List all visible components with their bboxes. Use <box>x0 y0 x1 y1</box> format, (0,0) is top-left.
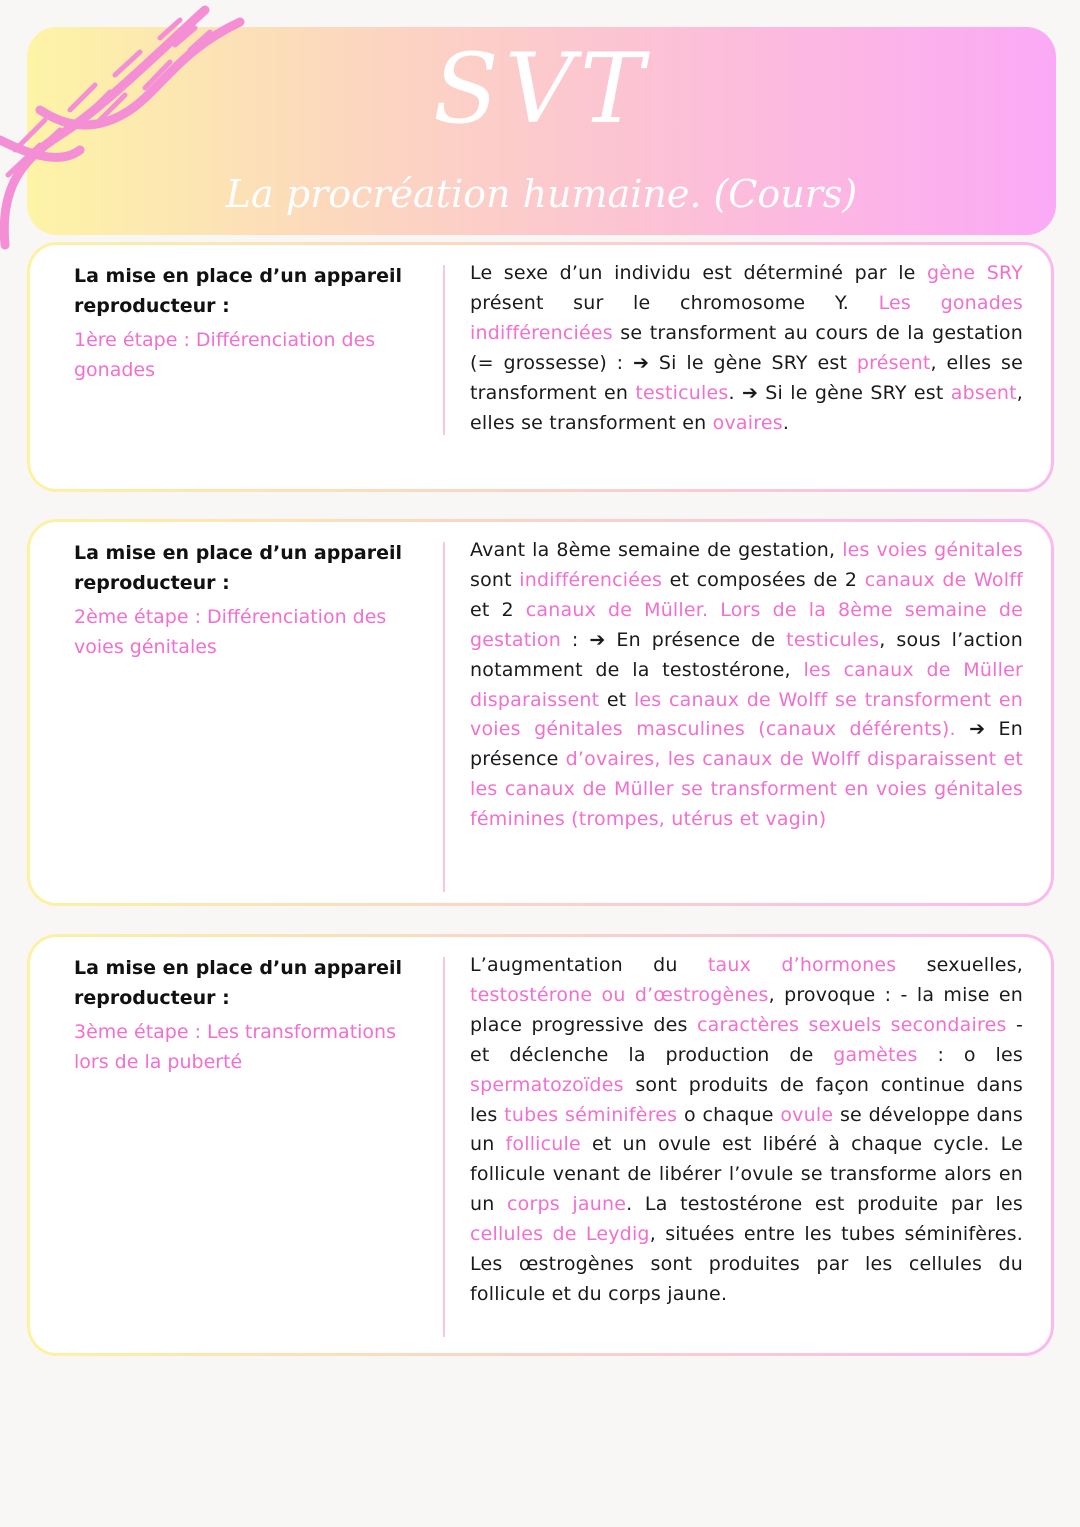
body-text: : ➔ En présence de <box>560 628 787 651</box>
card-heading: La mise en place d’un appareil reproducteur : <box>74 265 403 317</box>
body-text: Avant la 8ème semaine de gestation, <box>470 539 843 561</box>
highlighted-term: ovaires <box>712 411 783 434</box>
body-text: , elles se transforment en <box>470 381 1023 434</box>
body-text: sexuelles, <box>896 954 1023 976</box>
body-text: L’augmentation du <box>470 954 708 976</box>
card-heading: La mise en place d’un appareil reproducteur : <box>74 957 403 1009</box>
body-text: : o les <box>917 1043 1023 1066</box>
body-text: et composées de 2 <box>662 568 865 591</box>
card-step-3 <box>27 934 1054 1356</box>
highlighted-term: Les gonades indifférenciées <box>470 291 1023 344</box>
card-left-column <box>74 261 414 385</box>
highlighted-term: d’ovaires, les canaux de Wolff disparaissent et les canaux de Müller se transforment en voies génitales féminines (trompes, utérus et vagin) <box>470 748 1024 831</box>
column-divider <box>443 265 445 435</box>
highlighted-term: indifférenciées <box>519 568 663 591</box>
column-divider <box>443 542 445 892</box>
body-text: . ➔ Si le gène SRY est <box>728 381 951 404</box>
card-step-1 <box>27 242 1054 492</box>
body-text: , sous l’action notamment de la testostérone, <box>470 628 1024 681</box>
card-body-text <box>470 536 1023 835</box>
highlighted-term: cellules de Leydig <box>470 1223 650 1246</box>
highlighted-term: testicules <box>786 628 880 651</box>
step-title: 1ère étape : Différenciation des gonades <box>74 329 376 381</box>
card-left-column <box>74 953 414 1077</box>
body-text: se transforment au cours de la gestation (= grossesse) : ➔ Si le gène SRY est <box>470 321 1023 374</box>
card-body-text <box>470 951 1023 1310</box>
body-text: . La testostérone est produite par les <box>626 1193 1023 1216</box>
body-text: et <box>599 688 634 711</box>
highlighted-term: ovule <box>780 1103 834 1126</box>
column-divider <box>443 957 445 1337</box>
body-text: et un ovule est libéré à chaque cycle. Le follicule venant de libérer l’ovule se transforme alors en un <box>470 1133 1023 1216</box>
body-text: ➔ En présence <box>470 718 1023 771</box>
page-title: SVT <box>432 33 651 145</box>
highlighted-term: caractères sexuels secondaires <box>696 1013 1007 1036</box>
step-title: 3ème étape : Les transformations lors de la puberté <box>74 1021 396 1073</box>
body-text: sont <box>470 568 520 591</box>
body-text: et 2 <box>470 598 526 621</box>
highlighted-term: les canaux de Wolff se transforment en voies génitales masculines (canaux déférents). <box>470 688 1023 741</box>
body-text: o chaque <box>677 1103 781 1126</box>
body-text: Le sexe d’un individu est déterminé par le <box>470 262 928 284</box>
body-text: sont produits de façon continue dans les <box>470 1073 1023 1126</box>
body-text: présent sur le chromosome Y. <box>470 291 879 314</box>
card-step-2 <box>27 519 1054 906</box>
highlighted-term: gamètes <box>833 1043 918 1066</box>
highlighted-term: corps jaune <box>507 1193 627 1216</box>
body-text: , situées entre les tubes séminifères. Les œstrogènes sont produites par les cellules du follicule et du corps jaune. <box>470 1223 1023 1305</box>
highlighted-term: tubes séminifères <box>504 1103 678 1126</box>
highlighted-term: follicule <box>505 1133 581 1156</box>
highlighted-term: absent <box>950 381 1017 404</box>
body-text: , provoque : - la mise en place progressive des <box>470 983 1023 1036</box>
body-text: , elles se transforment en <box>470 351 1024 404</box>
card-heading: La mise en place d’un appareil reproducteur : <box>74 542 403 594</box>
highlighted-term: spermatozoïdes <box>470 1073 624 1096</box>
highlighted-term: canaux de Wolff <box>864 568 1023 591</box>
step-title: 2ème étape : Différenciation des voies génitales <box>74 606 387 658</box>
highlighted-term: taux d’hormones <box>707 954 897 976</box>
body-text: se développe dans un <box>470 1103 1023 1156</box>
highlighted-term: testostérone ou d’œstrogènes <box>470 983 769 1006</box>
body-text: . <box>782 411 790 434</box>
highlighted-term: testicules <box>635 381 729 404</box>
highlighted-term: les canaux de Müller disparaissent <box>470 658 1023 711</box>
card-body-text <box>470 259 1023 438</box>
highlighted-term: canaux de Müller. Lors de la 8ème semaine de gestation <box>470 598 1024 651</box>
dna-helix-icon <box>0 0 250 250</box>
highlighted-term: présent <box>856 351 931 374</box>
page-subtitle: La procréation humaine. (Cours) <box>225 172 858 216</box>
highlighted-term: les voies génitales <box>842 539 1024 561</box>
card-left-column <box>74 538 414 662</box>
highlighted-term: gène SRY <box>927 262 1023 284</box>
body-text: - et déclenche la production de <box>470 1013 1024 1066</box>
